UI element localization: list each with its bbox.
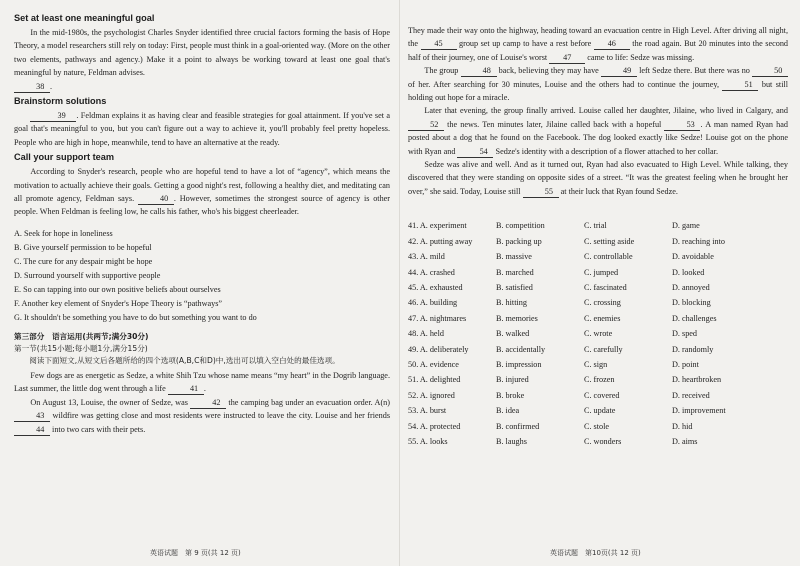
blank-39[interactable]: 39 [30, 111, 76, 122]
heading-support-team: Call your support team [14, 152, 115, 163]
choice-row [408, 234, 788, 249]
choice-option[interactable]: D. blocking [672, 298, 711, 308]
choice-option[interactable]: B. marched [496, 267, 534, 277]
choice-option[interactable]: D. improvement [672, 406, 726, 416]
choice-row [408, 403, 788, 418]
section-instructions: 阅读下面短文,从短文后各题所给的四个选项(A,B,C和D)中,选出可以填入空白处的最佳选项。 [29, 355, 340, 365]
choice-option[interactable]: C. fascinated [584, 282, 627, 292]
blank-51[interactable]: 51 [722, 80, 758, 91]
choice-option[interactable]: 53. A. burst [408, 406, 447, 416]
choice-option[interactable]: B. accidentally [496, 344, 546, 354]
choice-option[interactable]: 49. A. deliberately [408, 344, 469, 354]
cloze-paragraph-5: Later that evening, the group finally arrived. Louise called her daughter, Jilaine, who lived in Calgary, and 52 the news. Ten minutes later, Jilaine called back with a hopeful 53 . A man named Ryan had posted about a dog that he found on the Facebook. The dog looked exactly like Sedze! Louise got on the phone with Ryan and 54 Sedze's identity with a description of a flower attached to her collar. [408, 106, 788, 156]
choice-option[interactable]: B. injured [496, 375, 529, 385]
right-page [402, 0, 800, 566]
choice-option[interactable]: 42. A. putting away [408, 236, 473, 246]
choice-option[interactable]: 51. A. delighted [408, 375, 461, 385]
options-list [14, 227, 390, 325]
blank-41[interactable]: 41 [168, 384, 204, 395]
blank-55[interactable]: 55 [523, 187, 559, 198]
choice-option[interactable]: B. idea [496, 406, 520, 416]
choice-option[interactable]: B. memories [496, 313, 538, 323]
choice-option[interactable]: D. reaching into [672, 236, 725, 246]
blank-38[interactable]: 38 [14, 82, 50, 93]
cloze-paragraph-6: Sedze was alive and well. And as it turned out, Ryan had also evacuated to High Level. While talking, they discovered that they were standing on opposite sides of a street. “It was the greatest feeling when he brought her over,” she said. Today, Louise still 55 at their luck that Ryan found Sedze. [408, 160, 788, 196]
choice-option[interactable]: B. competition [496, 221, 545, 231]
choice-option[interactable]: C. update [584, 406, 616, 416]
choice-option[interactable]: 55. A. looks [408, 436, 448, 446]
choice-row [408, 249, 788, 264]
choice-row [408, 342, 788, 357]
choice-option[interactable]: 50. A. evidence [408, 359, 459, 369]
choice-option[interactable]: 48. A. held [408, 329, 444, 339]
heading-meaningful-goal: Set at least one meaningful goal [14, 13, 155, 23]
choice-row [408, 434, 788, 449]
blank-40[interactable]: 40 [138, 194, 174, 205]
choice-row [408, 311, 788, 326]
choice-option[interactable]: C. trial [584, 221, 607, 231]
choice-option[interactable]: C. covered [584, 390, 620, 400]
option-d: D. Surround yourself with supportive people [14, 270, 161, 280]
section-subtitle: 第一节(共15小题;每小题1分,满分15分) [14, 343, 148, 353]
option-g: G. It shouldn't be something you have to do but something you want to do [14, 312, 257, 322]
choice-option[interactable]: 46. A. building [408, 298, 458, 308]
blank-46[interactable]: 46 [594, 39, 630, 50]
choice-option[interactable]: C. wonders [584, 436, 622, 446]
choice-option[interactable]: 52. A. ignored [408, 390, 455, 400]
blank-44[interactable]: 44 [14, 425, 50, 436]
blank-53[interactable]: 53 [664, 120, 700, 131]
choice-option[interactable]: D. game [672, 221, 700, 231]
choice-option[interactable]: 43. A. mild [408, 252, 445, 262]
cloze-paragraph-2: On August 13, Louise, the owner of Sedze, was 42 the camping bag under an evacuation order. A(n) 43 wildfire was getting close and most residents were instructed to leave the city. Louise and her friends 44 into two cars with their pets. [14, 396, 390, 436]
choice-row [408, 388, 788, 403]
paragraph-support: According to Snyder's research, people who are hopeful tend to have a lot of “agency”, which means the motivation to actually achieve their goals. Getting a good night's rest, following a healthy diet, and meditating can all promote agency, Feldman says. 40 . However, sometimes the strongest source of agency is other people. When Feldman is feeling low, he calls his father, who's his biggest cheerleader. [14, 167, 391, 217]
choice-option[interactable]: C. crossing [584, 298, 621, 308]
choice-row [408, 419, 788, 434]
cloze-paragraph-1: Few dogs are as energetic as Sedze, a white Shih Tzu whose name means “my heart” in the Dogrib language. Last summer, the little dog went through a life 41 . [14, 370, 390, 394]
choice-row [408, 218, 788, 233]
choice-option[interactable]: D. sped [672, 329, 698, 339]
blank-43[interactable]: 43 [14, 411, 50, 422]
section-title: 第三部分 语言运用(共两节;满分30分) [14, 331, 149, 341]
blank-45[interactable]: 45 [421, 39, 457, 50]
page-footer-right: 英语试题 第10页(共 12 页) [550, 549, 641, 557]
choice-option[interactable]: B. hitting [496, 298, 527, 308]
choice-option[interactable]: 45. A. exhausted [408, 282, 463, 292]
choice-option[interactable]: 47. A. nightmares [408, 313, 467, 323]
blank-49[interactable]: 49 [601, 66, 637, 77]
choice-option[interactable]: 54. A. protected [408, 421, 461, 431]
option-b: B. Give yourself permission to be hopeful [14, 242, 152, 252]
choice-option[interactable]: B. confirmed [496, 421, 540, 431]
choice-option[interactable]: C. setting aside [584, 236, 635, 246]
choice-option[interactable]: D. looked [672, 267, 705, 277]
choice-option[interactable]: C. frozen [584, 375, 615, 385]
choice-row [408, 357, 788, 372]
option-f: F. Another key element of Snyder's Hope Theory is “pathways” [14, 298, 223, 308]
page-footer-left: 英语试题 第 9 页(共 12 页) [150, 549, 241, 557]
choice-row [408, 372, 788, 387]
choice-option[interactable]: B. broke [496, 390, 525, 400]
choice-option[interactable]: B. laughs [496, 436, 527, 446]
choice-option[interactable]: D. point [672, 359, 699, 369]
choice-row [408, 295, 788, 310]
choice-option[interactable]: C. enemies [584, 313, 621, 323]
heading-brainstorm: Brainstorm solutions [14, 96, 107, 107]
cloze-paragraph-3: They made their way onto the highway, heading toward an evacuation centre in High Level. After driving all night, the 45 group set up camp to have a rest before 46 the road again. But 20 minutes into the second half of their journey, one of Louise's worst 47 came to life: Sedze was missing. [408, 26, 789, 62]
option-e: E. So can tapping into our own positive beliefs about ourselves [14, 284, 221, 294]
choice-option[interactable]: B. satisfied [496, 282, 533, 292]
choice-option[interactable]: C. wrote [584, 329, 613, 339]
choice-option[interactable]: B. packing up [496, 236, 542, 246]
choice-option[interactable]: D. annoyed [672, 282, 710, 292]
choice-option[interactable]: D. randomly [672, 344, 714, 354]
blank-47[interactable]: 47 [549, 53, 585, 64]
choice-option[interactable]: D. received [672, 390, 710, 400]
blank-54[interactable]: 54 [457, 147, 493, 158]
blank-52[interactable]: 52 [408, 120, 444, 131]
choice-option[interactable]: 44. A. crashed [408, 267, 455, 277]
blank-50[interactable]: 50 [752, 66, 788, 77]
choice-row [408, 265, 788, 280]
choice-option[interactable]: C. controllable [584, 252, 633, 262]
choice-option[interactable]: D. avoidable [672, 252, 714, 262]
blank-42[interactable]: 42 [190, 398, 226, 409]
choice-option[interactable]: C. jumped [584, 267, 619, 277]
choice-option[interactable]: D. hid [672, 421, 693, 431]
option-c: C. The cure for any despair might be hope [14, 256, 153, 266]
choice-option[interactable]: C. carefully [584, 344, 623, 354]
choice-row [408, 280, 788, 295]
choice-option[interactable]: D. challenges [672, 313, 717, 323]
answer-choices-table [408, 218, 788, 449]
cloze-paragraph-4: The group 48 back, believing they may have 49 left Sedze there. But there was no 50 of her. After searching for 30 minutes, Louise and the others had to continue the journey, 51 but still holding out hope for a miracle. [408, 66, 789, 103]
choice-option[interactable]: D. aims [672, 436, 698, 446]
choice-option[interactable]: B. massive [496, 252, 532, 262]
choice-option[interactable]: D. heartbroken [672, 375, 722, 385]
choice-row [408, 326, 788, 341]
paragraph-goal: In the mid-1980s, the psychologist Charles Snyder identified three crucial factors forming the basis of Hope Theory, a model researchers still rely on today: First, people must think in a goal-oriented way. (More on the other two elements, pathways and agency.) Make it a point to always be working toward at least one goal that's meaningful by nature, Feldman advises. 38 . [14, 28, 390, 91]
left-page [0, 0, 398, 566]
blank-48[interactable]: 48 [461, 66, 497, 77]
choice-option[interactable]: C. stole [584, 421, 610, 431]
choice-option[interactable]: C. sign [584, 359, 608, 369]
choice-option[interactable]: B. walked [496, 329, 530, 339]
page-divider [399, 0, 400, 566]
paragraph-brainstorm: 39 . Feldman explains it as having clear and feasible strategies for goal attainment. If you've set a goal that's meaningful to you, but you can't figure out a way to achieve it, you'll probably feel pretty hopeless. People who are high in hope, meanwhile, tend to have an alternative at the ready. [14, 111, 390, 147]
option-a: A. Seek for hope in loneliness [14, 228, 113, 238]
choice-option[interactable]: 41. A. experiment [408, 221, 467, 231]
choice-option[interactable]: B. impression [496, 359, 542, 369]
